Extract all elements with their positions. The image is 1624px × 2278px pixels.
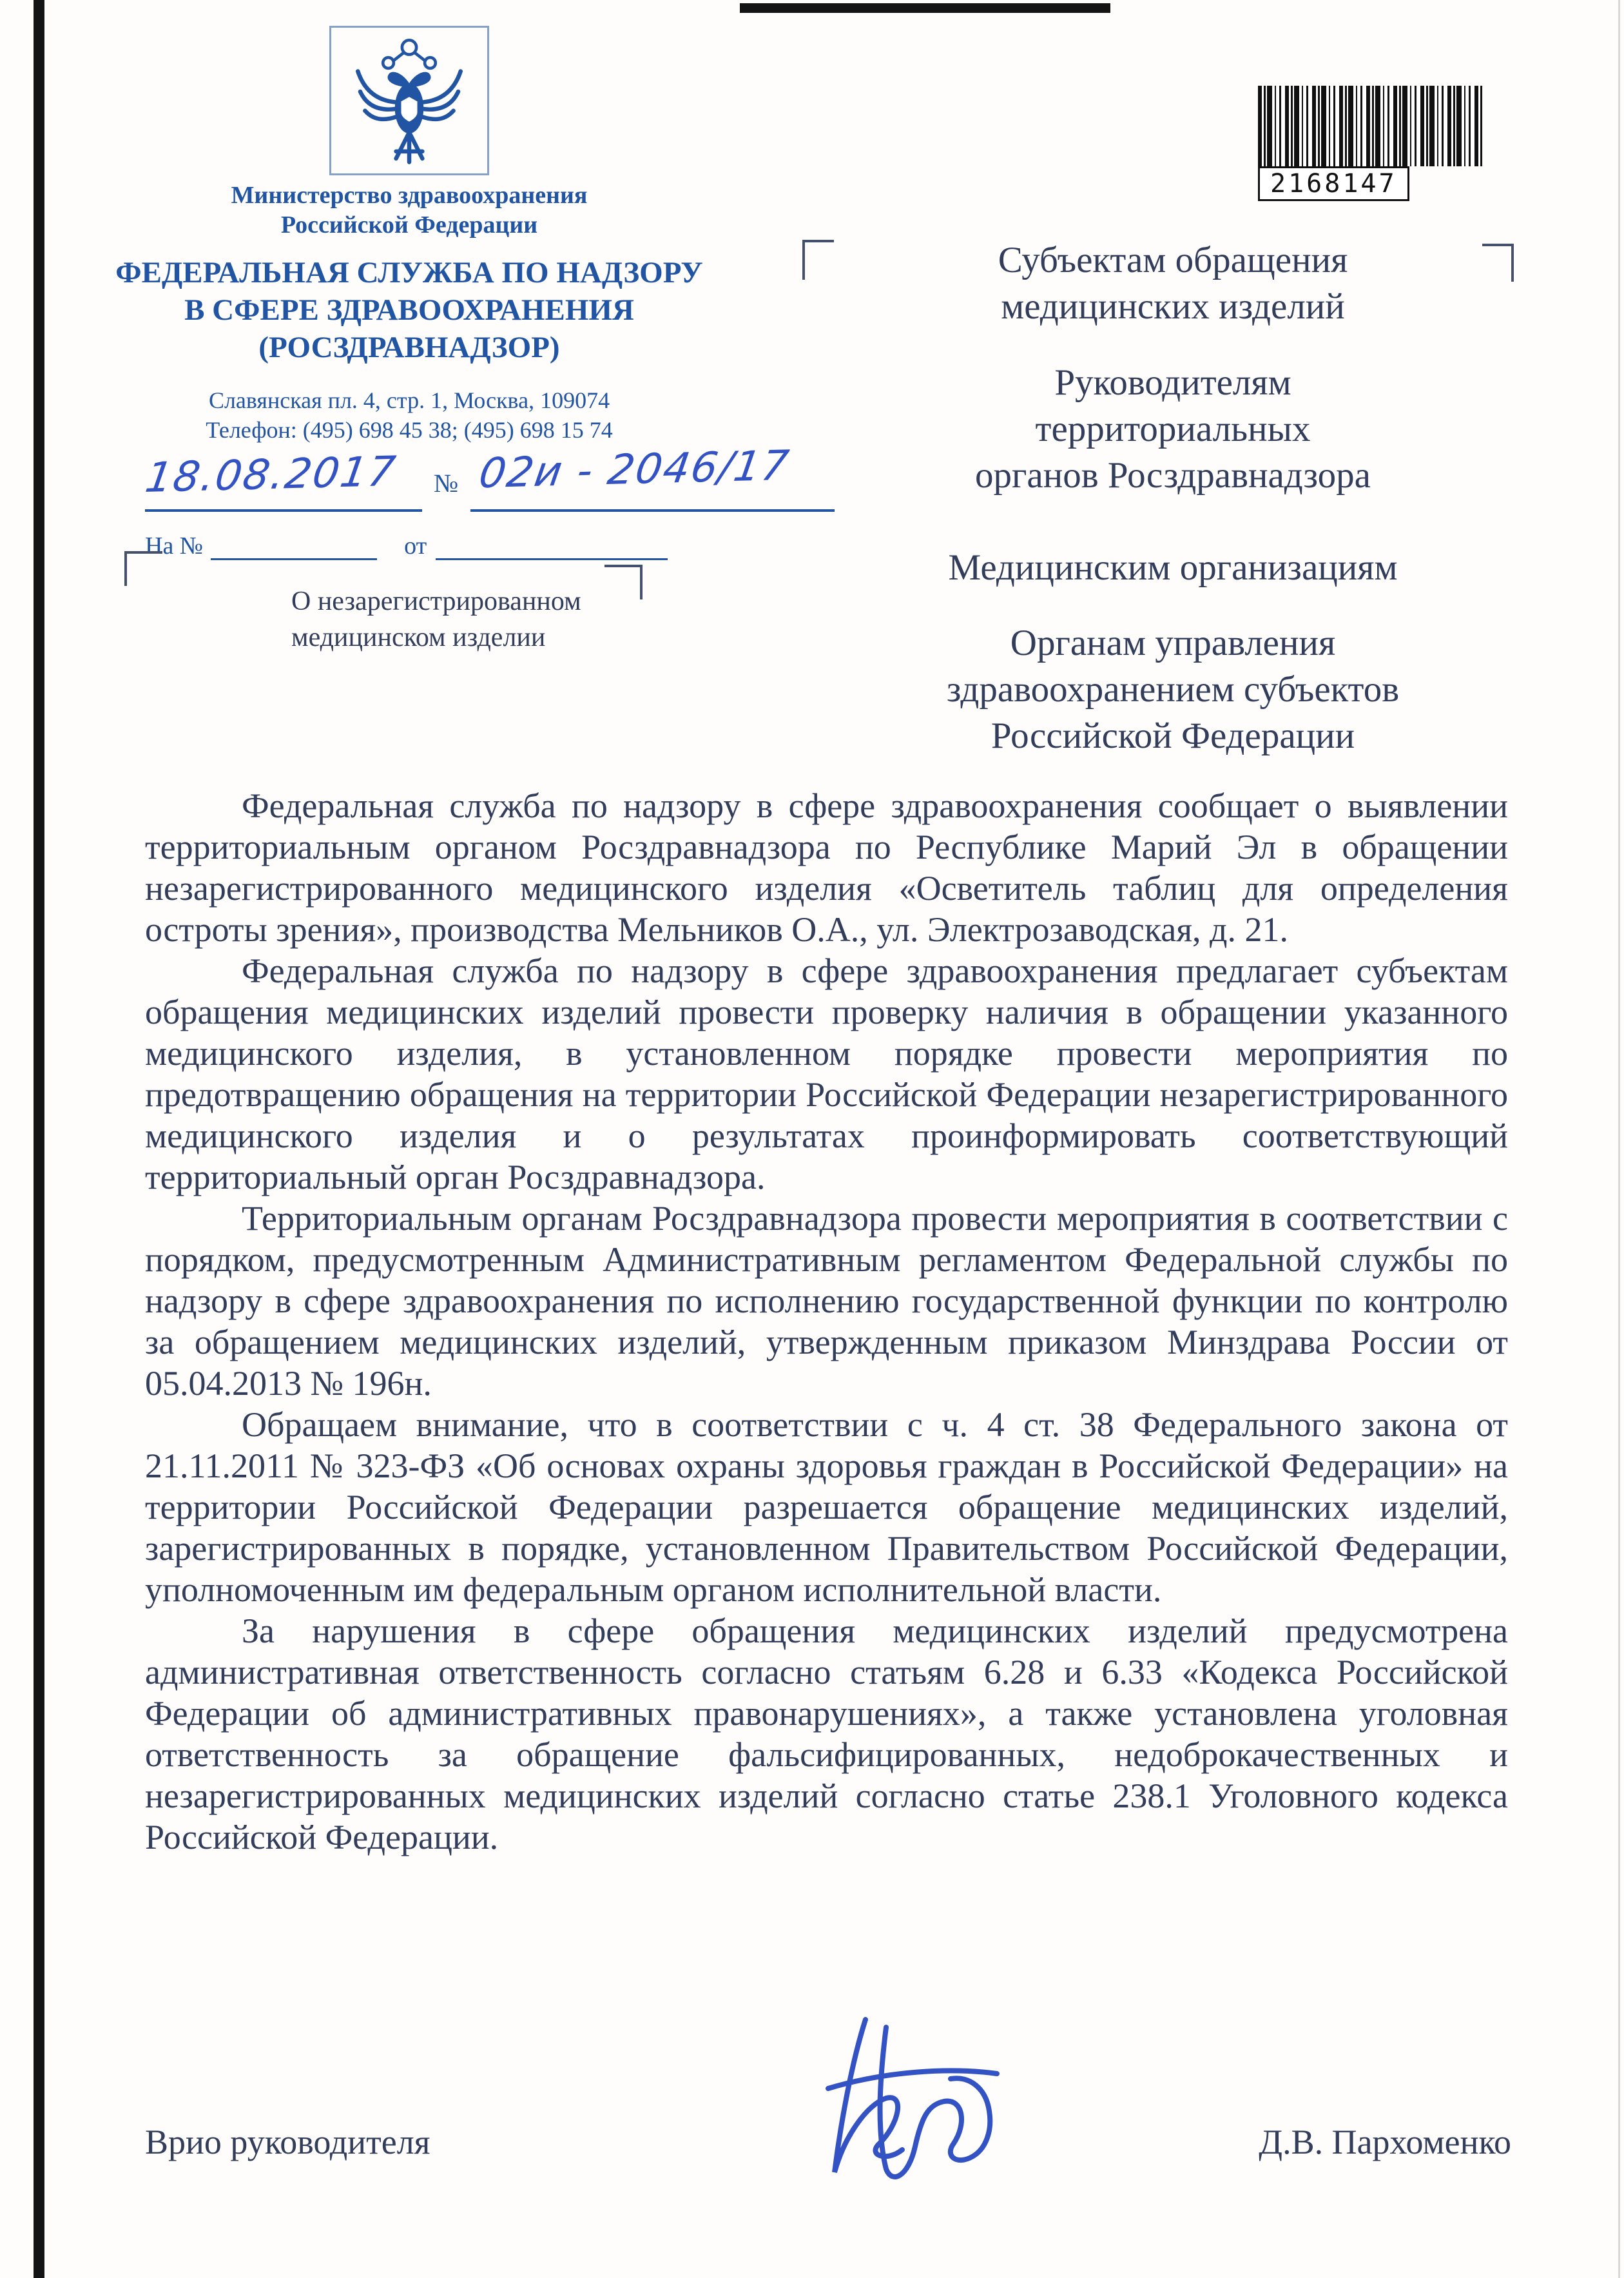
recipient-block-medical-organizations	[838, 545, 1508, 591]
barcode-number: 2168147	[1258, 166, 1409, 201]
recipient-line: Субъектам обращения	[998, 240, 1348, 280]
letter-body	[145, 785, 1508, 1858]
reply-date-blank-line	[436, 530, 668, 560]
reply-from-label: от	[404, 532, 427, 560]
subject-line-1: О незарегистрированном	[291, 587, 581, 616]
contact-block	[90, 385, 728, 445]
body-paragraph-4: Обращаем внимание, что в соответствии с ч. 4 ст. 38 Федерального закона от 21.11.2011 № 323-ФЗ «Об основах охраны здоровья граждан в Российской Федерации» на территории Российской Федерации разрешается обращение медицинских изделий, зарегистрированных в порядке, установленном Правительством Российской Федерации, уполномоченным им федеральным органом исполнительной власти.	[145, 1405, 1508, 1609]
handwritten-signature	[789, 2008, 1009, 2192]
recipient-line: территориальных	[1035, 409, 1311, 449]
body-paragraph-5: За нарушения в сфере обращения медицинских изделий предусмотрена административная ответственность согласно статьям 6.28 и 6.33 «Кодекса Российской Федерации об административных правонарушениях», а также установлена уголовная ответственность за обращение фальсифицированных, недоброкачественных и незарегистрированных медицинских изделий согласно статье 238.1 Уголовного кодекса Российской Федерации.	[145, 1611, 1508, 1856]
ministry-name	[90, 180, 728, 240]
signature-scribble-icon	[789, 2008, 1009, 2188]
outgoing-reference-row	[142, 442, 918, 527]
signer-position: Врио руководителя	[145, 2123, 430, 2161]
corner-mark-subject-right	[604, 565, 643, 599]
service-name	[90, 254, 728, 366]
phone-numbers: Телефон: (495) 698 45 38; (495) 698 15 74	[206, 417, 613, 443]
service-line-1: ФЕДЕРАЛЬНАЯ СЛУЖБА ПО НАДЗОРУ	[115, 256, 703, 289]
registration-barcode	[1258, 86, 1484, 201]
body-paragraph-1: Федеральная служба по надзору в сфере здравоохранения сообщает о выявлении территориальным органом Росздравнадзора по Республике Марий Эл в обращении незарегистрированного медицинского изделия «Осветитель таблиц для определения остроты зрения», производства Мельников О.А., ул. Электрозаводская, д. 21.	[145, 786, 1508, 949]
signer-name: Д.В. Пархоменко	[1259, 2123, 1511, 2161]
service-line-3: (РОСЗДРАВНАДЗОР)	[258, 331, 560, 364]
subject-line-2: медицинском изделии	[291, 623, 546, 652]
letter-subject	[291, 583, 581, 656]
number-sign: №	[434, 469, 459, 498]
recipient-line: Медицинским организациям	[948, 547, 1398, 588]
scan-artifact-right-edge	[1618, 0, 1620, 2278]
corner-mark-address-left	[802, 240, 834, 280]
handwritten-date: 18.08.2017	[142, 447, 400, 503]
body-paragraph-2: Федеральная служба по надзору в сфере здравоохранения предлагает субъектам обращения медицинских изделий провести проверку наличия в обращении указанного медицинского изделия, в установленном порядке провести мероприятия по предотвращению обращения на территории Российской Федерации незарегистрированного медицинского изделия и о результатах проинформировать соответствующий территориальный орган Росздравнадзора.	[145, 951, 1508, 1196]
recipient-line: Российской Федерации	[991, 716, 1355, 756]
double-headed-eagle-icon	[343, 32, 475, 170]
barcode-bars-icon	[1258, 86, 1482, 166]
corner-mark-subject-left	[124, 551, 162, 586]
letterhead	[90, 26, 728, 445]
recipient-block-health-authorities	[838, 620, 1508, 759]
coat-of-arms-emblem	[329, 26, 489, 175]
postal-address: Славянская пл. 4, стр. 1, Москва, 109074	[208, 387, 610, 413]
service-line-2: В СФЕРЕ ЗДРАВООХРАНЕНИЯ	[184, 293, 634, 327]
recipient-line: органов Росздравнадзора	[975, 455, 1371, 496]
number-blank-line	[470, 509, 835, 512]
recipient-line: медицинских изделий	[1001, 286, 1345, 327]
date-blank-line	[145, 509, 422, 512]
scan-artifact-top-bar	[740, 3, 1110, 13]
recipient-line: Органам управления	[1010, 623, 1336, 663]
ministry-line-1: Министерство здравоохранения	[231, 182, 588, 209]
scan-artifact-left-bar	[34, 0, 44, 2278]
body-paragraph-3: Территориальным органам Росздравнадзора провести мероприятия в соответствии с порядком, предусмотренным Административным регламентом Федеральной службы по надзору в сфере здравоохранения по исполнению государственной функции по контролю за обращением медицинских изделий, утвержденным приказом Минздрава России от 05.04.2013 № 196н.	[145, 1199, 1508, 1403]
reply-number-blank-line	[211, 530, 377, 560]
recipient-line: Руководителям	[1054, 362, 1291, 403]
ministry-line-2: Российской Федерации	[280, 211, 538, 239]
recipient-block-subjects	[838, 237, 1508, 330]
reply-number-label: На №	[145, 532, 204, 560]
recipient-block-territorial-heads	[838, 360, 1508, 499]
handwritten-outgoing-number: 02и - 2046/17	[476, 442, 793, 498]
reply-reference-row	[145, 530, 668, 560]
recipient-line: здравоохранением субъектов	[946, 669, 1400, 710]
